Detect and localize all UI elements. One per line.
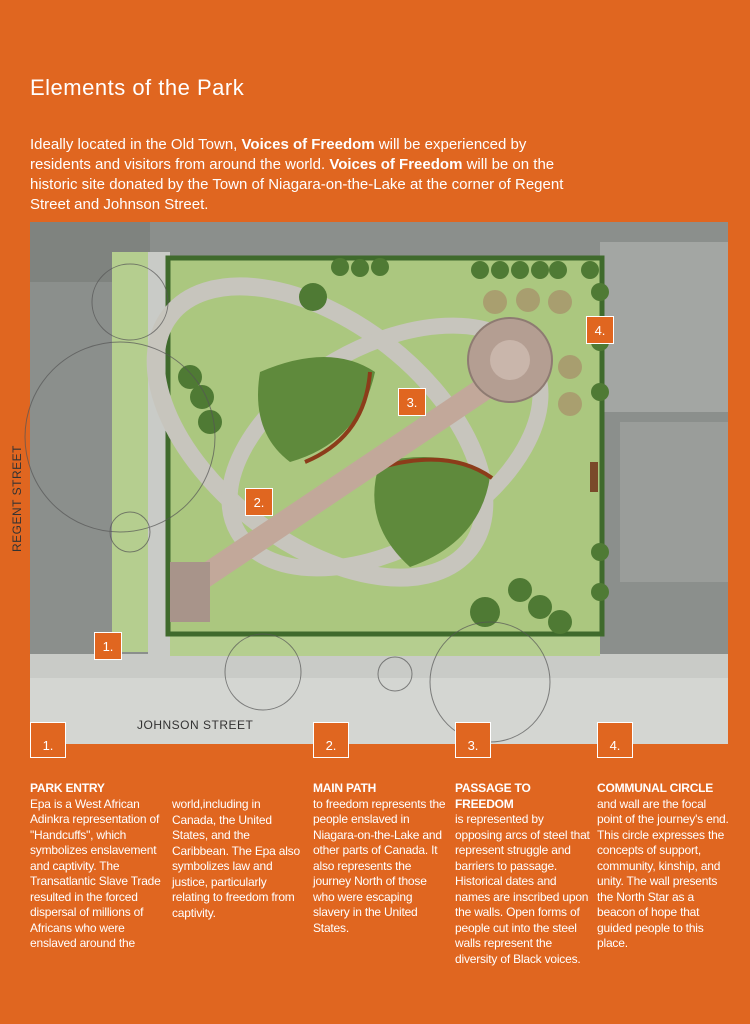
section-heading-main-path: MAIN PATH	[313, 781, 377, 795]
section-heading-park-entry: PARK ENTRY	[30, 781, 105, 795]
section-body-park-entry-b: world,including in Canada, the United States, and the Caribbean. The Epa also symbolizes law and justice, particularly relating to freedom from captivity.	[172, 797, 300, 920]
section-communal-circle	[597, 781, 732, 952]
regent-street-label: REGENT STREET	[10, 445, 24, 552]
section-park-entry-continued	[172, 797, 307, 921]
section-park-entry	[30, 781, 165, 952]
intro-text-2: will be experienced by residents and visitors from around the world.	[30, 136, 527, 173]
section-main-path	[313, 781, 448, 936]
map-marker-1: 1.	[94, 632, 122, 660]
intro-bold-1: Voices of Freedom	[241, 136, 375, 153]
intro-text-3: will be on the historic site donated by the Town of Niagara-on-the-Lake at the corner of Regent Street and Johnson Street.	[30, 156, 564, 213]
section-number-3: 3.	[455, 722, 491, 758]
park-site-plan	[10, 222, 728, 744]
page-title: Elements of the Park	[30, 74, 245, 100]
section-number-2: 2.	[313, 722, 349, 758]
map-marker-3: 3.	[398, 388, 426, 416]
intro-bold-2: Voices of Freedom	[329, 156, 463, 173]
section-body-communal-circle: and wall are the focal point of the journey's end. This circle expresses the concepts of support, community, kinship, and unity. The wall presents the North Star as a beacon of hope that guided people to this place.	[597, 796, 729, 950]
map-marker-2: 2.	[245, 488, 273, 516]
section-body-park-entry-a: Epa is a West African Adinkra representation of "Handcuffs", which symbolizes enslavement and captivity. The Transatlantic Slave Trade resulted in the forced dispersal of millions of Africans who were enslaved around the	[30, 796, 161, 950]
map-marker-4: 4.	[586, 316, 614, 344]
section-heading-passage: PASSAGE TO FREEDOM	[455, 781, 531, 811]
intro-text-1: Ideally located in the Old Town,	[30, 136, 242, 153]
section-heading-communal-circle: COMMUNAL CIRCLE	[597, 781, 714, 795]
section-number-1: 1.	[30, 722, 66, 758]
intro-paragraph	[30, 135, 590, 215]
section-number-4: 4.	[597, 722, 633, 758]
section-body-main-path: to freedom represents the people enslaved in Niagara-on-the-Lake and other parts of Canada. It also represents the journey North of those who were escaping slavery in the United States.	[313, 796, 446, 935]
site-plan-drawing	[30, 222, 728, 744]
section-passage-to-freedom	[455, 781, 590, 967]
section-body-passage: is represented by opposing arcs of steel that represent struggle and barriers to passage. Historical dates and names are inscribed upon the walls. Open forms of people cut into the steel walls represent the diversity of Black voices.	[455, 812, 590, 966]
johnson-street-label: JOHNSON STREET	[137, 718, 254, 732]
